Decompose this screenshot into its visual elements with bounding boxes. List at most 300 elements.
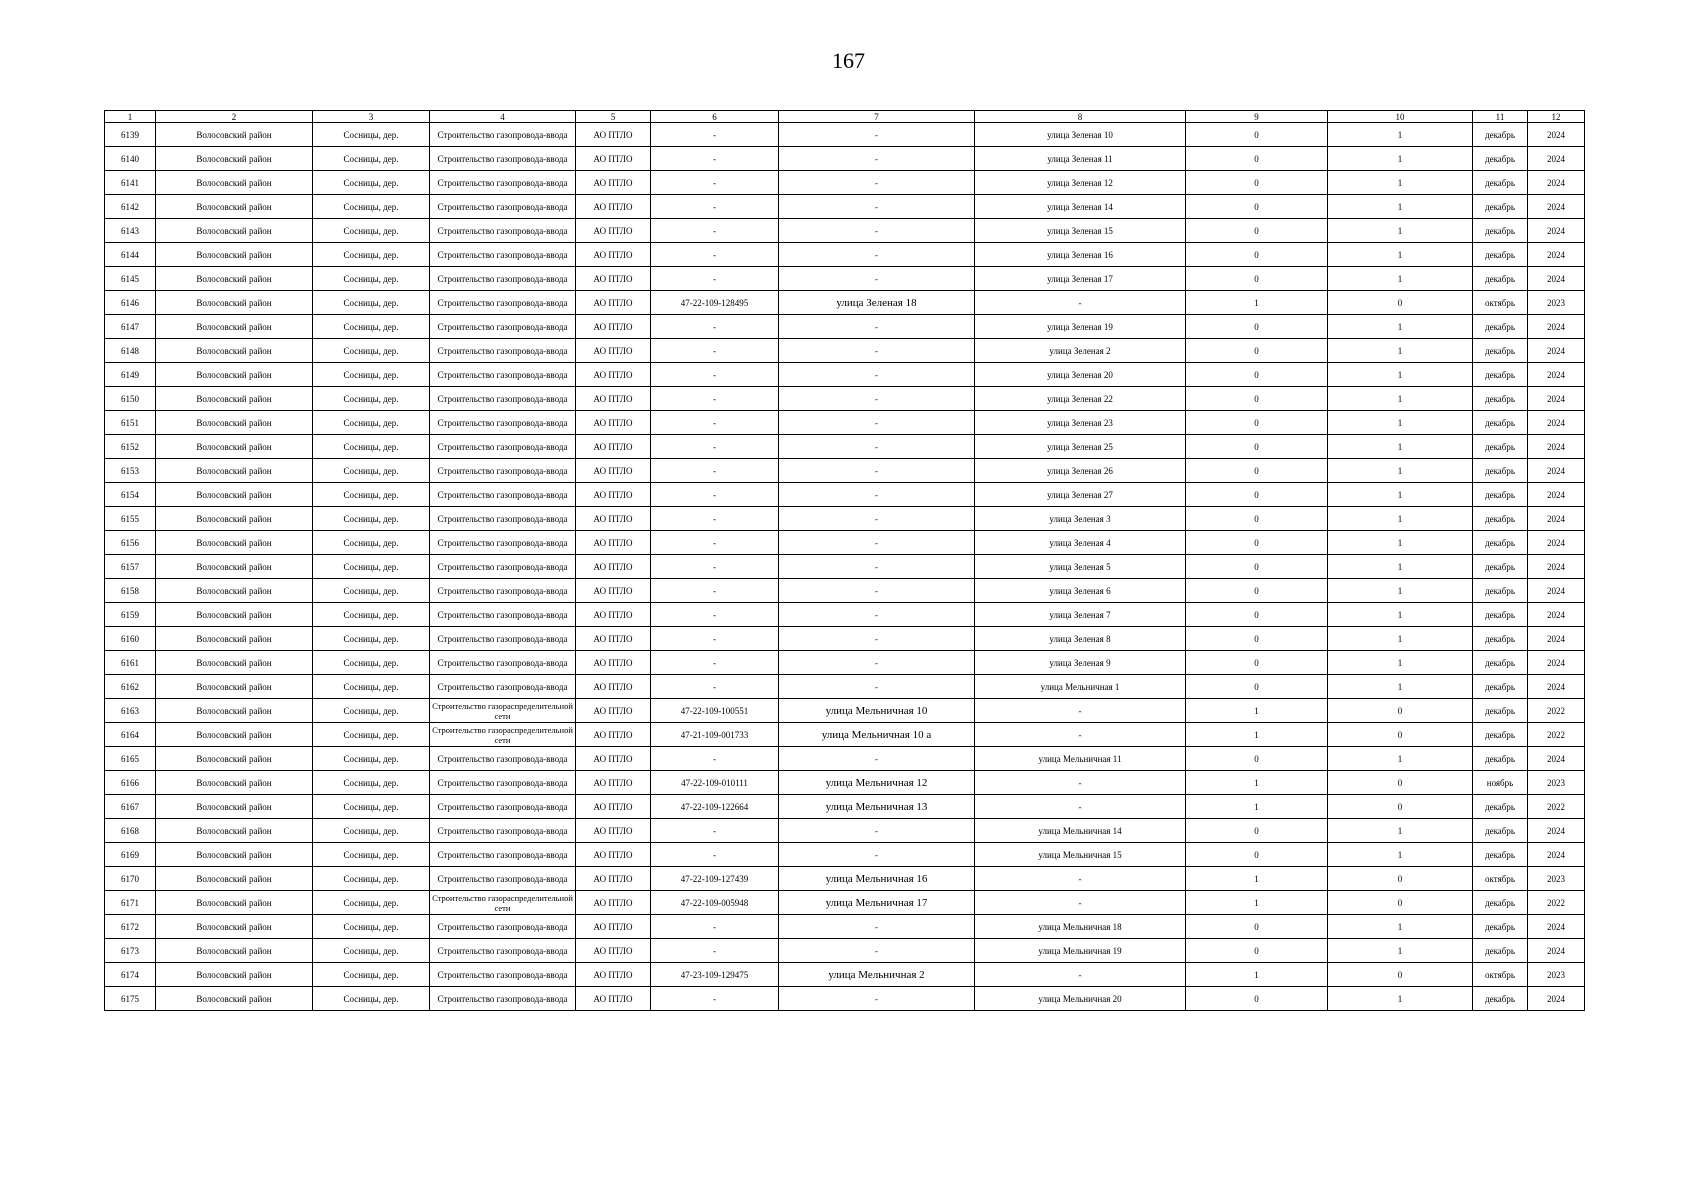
table-cell-col4: Строительство газопровода-ввода (430, 747, 576, 771)
table-cell-col12: 2024 (1528, 267, 1585, 291)
table-cell-col8: улица Зеленая 20 (975, 363, 1186, 387)
table-cell-col5: АО ПТЛО (576, 867, 651, 891)
table-header (105, 111, 1585, 123)
table-cell-col9: 0 (1186, 387, 1328, 411)
table-cell-col12: 2024 (1528, 339, 1585, 363)
table-cell-col11: октябрь (1473, 867, 1528, 891)
table-cell-col7: - (779, 603, 975, 627)
table-cell-col3: Сосницы, дер. (313, 579, 430, 603)
table-cell-col10: 1 (1328, 387, 1473, 411)
table-cell-col9: 0 (1186, 459, 1328, 483)
table-cell-col12: 2024 (1528, 915, 1585, 939)
table-cell-col7: - (779, 915, 975, 939)
table-cell-col1: 6151 (105, 411, 156, 435)
table-cell-col11: декабрь (1473, 675, 1528, 699)
column-header-7: 7 (779, 111, 975, 123)
table-cell-col12: 2023 (1528, 867, 1585, 891)
table-cell-col9: 0 (1186, 987, 1328, 1011)
table-cell-col5: АО ПТЛО (576, 315, 651, 339)
table-cell-col1: 6171 (105, 891, 156, 915)
table-cell-col8: улица Зеленая 17 (975, 267, 1186, 291)
table-cell-col5: АО ПТЛО (576, 915, 651, 939)
table-cell-col7: - (779, 987, 975, 1011)
table-cell-col2: Волосовский район (156, 843, 313, 867)
table-cell-col11: декабрь (1473, 459, 1528, 483)
table-cell-col7: - (779, 483, 975, 507)
table-cell-col5: АО ПТЛО (576, 219, 651, 243)
table-cell-col4: Строительство газопровода-ввода (430, 147, 576, 171)
table-cell-col6: - (651, 939, 779, 963)
table-cell-col11: декабрь (1473, 243, 1528, 267)
table-cell-col8: улица Зеленая 9 (975, 651, 1186, 675)
table-row (105, 699, 1585, 723)
table-cell-col9: 0 (1186, 435, 1328, 459)
table-cell-col8: улица Зеленая 8 (975, 627, 1186, 651)
table-cell-col10: 1 (1328, 195, 1473, 219)
table-cell-col8: - (975, 771, 1186, 795)
table-cell-col4: Строительство газопровода-ввода (430, 579, 576, 603)
table-cell-col12: 2024 (1528, 651, 1585, 675)
table-cell-col6: - (651, 267, 779, 291)
table-cell-col1: 6168 (105, 819, 156, 843)
table-cell-col5: АО ПТЛО (576, 531, 651, 555)
table-cell-col11: декабрь (1473, 579, 1528, 603)
table-cell-col11: декабрь (1473, 891, 1528, 915)
table-cell-col1: 6164 (105, 723, 156, 747)
table-row (105, 291, 1585, 315)
table-cell-col4: Строительство газопровода-ввода (430, 459, 576, 483)
table-cell-col6: 47-22-109-127439 (651, 867, 779, 891)
table-cell-col9: 1 (1186, 771, 1328, 795)
table-cell-col5: АО ПТЛО (576, 723, 651, 747)
table-cell-col4: Строительство газопровода-ввода (430, 963, 576, 987)
table-cell-col2: Волосовский район (156, 411, 313, 435)
table-cell-col4: Строительство газопровода-ввода (430, 675, 576, 699)
table-cell-col8: улица Мельничная 15 (975, 843, 1186, 867)
table-row (105, 315, 1585, 339)
table-cell-col7: - (779, 435, 975, 459)
table-cell-col11: декабрь (1473, 171, 1528, 195)
table-row (105, 963, 1585, 987)
table-cell-col5: АО ПТЛО (576, 291, 651, 315)
table-cell-col8: - (975, 723, 1186, 747)
column-header-2: 2 (156, 111, 313, 123)
table-cell-col10: 1 (1328, 747, 1473, 771)
table-cell-col7: улица Мельничная 10 (779, 699, 975, 723)
table-row (105, 459, 1585, 483)
table-cell-col7: улица Мельничная 17 (779, 891, 975, 915)
table-cell-col10: 1 (1328, 147, 1473, 171)
table-cell-col2: Волосовский район (156, 291, 313, 315)
table-cell-col11: декабрь (1473, 987, 1528, 1011)
table-cell-col7: - (779, 171, 975, 195)
table-cell-col9: 0 (1186, 627, 1328, 651)
table-cell-col10: 1 (1328, 483, 1473, 507)
table-row (105, 555, 1585, 579)
table-cell-col10: 1 (1328, 171, 1473, 195)
table-cell-col9: 0 (1186, 195, 1328, 219)
table-cell-col12: 2024 (1528, 219, 1585, 243)
table-cell-col4: Строительство газопровода-ввода (430, 363, 576, 387)
table-cell-col6: - (651, 507, 779, 531)
table-cell-col7: улица Мельничная 13 (779, 795, 975, 819)
table-cell-col4: Строительство газопровода-ввода (430, 507, 576, 531)
table-cell-col4: Строительство газопровода-ввода (430, 387, 576, 411)
column-header-11: 11 (1473, 111, 1528, 123)
table-cell-col6: - (651, 147, 779, 171)
table-cell-col2: Волосовский район (156, 483, 313, 507)
table-cell-col11: декабрь (1473, 387, 1528, 411)
table-row (105, 723, 1585, 747)
table-cell-col1: 6143 (105, 219, 156, 243)
table-cell-col3: Сосницы, дер. (313, 339, 430, 363)
table-cell-col5: АО ПТЛО (576, 483, 651, 507)
table-cell-col11: декабрь (1473, 819, 1528, 843)
table-cell-col3: Сосницы, дер. (313, 987, 430, 1011)
table-cell-col5: АО ПТЛО (576, 339, 651, 363)
table-cell-col12: 2024 (1528, 579, 1585, 603)
table-cell-col3: Сосницы, дер. (313, 507, 430, 531)
table-cell-col2: Волосовский район (156, 435, 313, 459)
table-cell-col12: 2024 (1528, 411, 1585, 435)
table-cell-col7: - (779, 579, 975, 603)
table-cell-col7: - (779, 315, 975, 339)
column-header-6: 6 (651, 111, 779, 123)
table-cell-col3: Сосницы, дер. (313, 651, 430, 675)
table-cell-col12: 2022 (1528, 699, 1585, 723)
table-cell-col9: 1 (1186, 723, 1328, 747)
table-cell-col12: 2024 (1528, 171, 1585, 195)
table-cell-col12: 2024 (1528, 315, 1585, 339)
table-cell-col3: Сосницы, дер. (313, 363, 430, 387)
table-cell-col1: 6173 (105, 939, 156, 963)
table-cell-col4: Строительство газопровода-ввода (430, 339, 576, 363)
table-cell-col1: 6174 (105, 963, 156, 987)
table-cell-col8: улица Зеленая 12 (975, 171, 1186, 195)
table-row (105, 435, 1585, 459)
table-cell-col1: 6148 (105, 339, 156, 363)
table-cell-col1: 6157 (105, 555, 156, 579)
table-cell-col11: октябрь (1473, 291, 1528, 315)
table-cell-col3: Сосницы, дер. (313, 963, 430, 987)
table-row (105, 867, 1585, 891)
table-cell-col12: 2024 (1528, 987, 1585, 1011)
table-cell-col6: - (651, 843, 779, 867)
table-cell-col10: 1 (1328, 555, 1473, 579)
table-cell-col2: Волосовский район (156, 939, 313, 963)
table-cell-col12: 2024 (1528, 675, 1585, 699)
table-cell-col6: - (651, 627, 779, 651)
table-cell-col1: 6150 (105, 387, 156, 411)
table-cell-col10: 1 (1328, 603, 1473, 627)
table-cell-col7: улица Мельничная 10 а (779, 723, 975, 747)
table-cell-col7: - (779, 123, 975, 147)
table-cell-col3: Сосницы, дер. (313, 627, 430, 651)
table-cell-col3: Сосницы, дер. (313, 435, 430, 459)
table-cell-col11: декабрь (1473, 843, 1528, 867)
table-cell-col11: декабрь (1473, 699, 1528, 723)
table-cell-col12: 2024 (1528, 507, 1585, 531)
table-cell-col5: АО ПТЛО (576, 435, 651, 459)
table-cell-col7: улица Мельничная 12 (779, 771, 975, 795)
table-cell-col9: 0 (1186, 915, 1328, 939)
table-cell-col2: Волосовский район (156, 675, 313, 699)
table-cell-col11: декабрь (1473, 555, 1528, 579)
table-cell-col1: 6149 (105, 363, 156, 387)
table-cell-col11: декабрь (1473, 795, 1528, 819)
table-cell-col5: АО ПТЛО (576, 171, 651, 195)
table-cell-col5: АО ПТЛО (576, 627, 651, 651)
column-header-12: 12 (1528, 111, 1585, 123)
table-cell-col1: 6155 (105, 507, 156, 531)
table-cell-col2: Волосовский район (156, 579, 313, 603)
table-cell-col10: 1 (1328, 459, 1473, 483)
table-cell-col10: 1 (1328, 939, 1473, 963)
table-cell-col7: - (779, 531, 975, 555)
table-cell-col1: 6139 (105, 123, 156, 147)
table-cell-col1: 6160 (105, 627, 156, 651)
table-cell-col2: Волосовский район (156, 243, 313, 267)
table-cell-col10: 0 (1328, 963, 1473, 987)
table-cell-col12: 2024 (1528, 627, 1585, 651)
table-row (105, 147, 1585, 171)
table-cell-col6: - (651, 123, 779, 147)
table-cell-col12: 2024 (1528, 603, 1585, 627)
table-cell-col3: Сосницы, дер. (313, 747, 430, 771)
table-cell-col3: Сосницы, дер. (313, 243, 430, 267)
table-cell-col7: - (779, 843, 975, 867)
table-cell-col10: 1 (1328, 267, 1473, 291)
table-row (105, 531, 1585, 555)
table-cell-col4: Строительство газопровода-ввода (430, 291, 576, 315)
table-cell-col2: Волосовский район (156, 915, 313, 939)
table-cell-col4: Строительство газораспределительной сети (430, 699, 576, 723)
table-cell-col3: Сосницы, дер. (313, 867, 430, 891)
table-cell-col12: 2024 (1528, 819, 1585, 843)
table-cell-col5: АО ПТЛО (576, 243, 651, 267)
column-header-10: 10 (1328, 111, 1473, 123)
table-cell-col6: - (651, 219, 779, 243)
table-cell-col12: 2024 (1528, 435, 1585, 459)
table-cell-col5: АО ПТЛО (576, 987, 651, 1011)
table-cell-col11: декабрь (1473, 123, 1528, 147)
table-cell-col6: 47-21-109-001733 (651, 723, 779, 747)
table-cell-col2: Волосовский район (156, 699, 313, 723)
table-row (105, 171, 1585, 195)
table-row (105, 243, 1585, 267)
table-cell-col10: 1 (1328, 507, 1473, 531)
table-cell-col2: Волосовский район (156, 195, 313, 219)
table-cell-col11: декабрь (1473, 483, 1528, 507)
table-cell-col9: 0 (1186, 171, 1328, 195)
table-cell-col3: Сосницы, дер. (313, 483, 430, 507)
table-cell-col10: 1 (1328, 339, 1473, 363)
table-cell-col11: декабрь (1473, 747, 1528, 771)
table-cell-col8: улица Зеленая 5 (975, 555, 1186, 579)
table-cell-col7: - (779, 147, 975, 171)
table-cell-col12: 2023 (1528, 963, 1585, 987)
table-row (105, 579, 1585, 603)
table-cell-col6: - (651, 243, 779, 267)
table-cell-col8: улица Зеленая 19 (975, 315, 1186, 339)
table-cell-col6: 47-22-109-005948 (651, 891, 779, 915)
table-cell-col5: АО ПТЛО (576, 603, 651, 627)
table-row (105, 507, 1585, 531)
table-cell-col3: Сосницы, дер. (313, 171, 430, 195)
table-cell-col10: 0 (1328, 867, 1473, 891)
table-cell-col10: 0 (1328, 891, 1473, 915)
table-cell-col1: 6152 (105, 435, 156, 459)
table-cell-col4: Строительство газопровода-ввода (430, 771, 576, 795)
table-cell-col9: 0 (1186, 531, 1328, 555)
column-header-1: 1 (105, 111, 156, 123)
table-cell-col10: 1 (1328, 651, 1473, 675)
table-cell-col2: Волосовский район (156, 171, 313, 195)
table-cell-col5: АО ПТЛО (576, 699, 651, 723)
table-cell-col11: декабрь (1473, 627, 1528, 651)
table-cell-col2: Волосовский район (156, 459, 313, 483)
table-cell-col9: 0 (1186, 555, 1328, 579)
table-cell-col4: Строительство газопровода-ввода (430, 867, 576, 891)
table-cell-col11: декабрь (1473, 723, 1528, 747)
table-row (105, 363, 1585, 387)
table-cell-col8: улица Мельничная 20 (975, 987, 1186, 1011)
table-cell-col1: 6175 (105, 987, 156, 1011)
table-cell-col11: декабрь (1473, 363, 1528, 387)
table-cell-col2: Волосовский район (156, 651, 313, 675)
table-cell-col8: улица Зеленая 6 (975, 579, 1186, 603)
table-row (105, 195, 1585, 219)
table-cell-col11: декабрь (1473, 435, 1528, 459)
table-cell-col3: Сосницы, дер. (313, 675, 430, 699)
table-cell-col3: Сосницы, дер. (313, 555, 430, 579)
table-cell-col5: АО ПТЛО (576, 195, 651, 219)
table-cell-col1: 6165 (105, 747, 156, 771)
table-cell-col3: Сосницы, дер. (313, 387, 430, 411)
table-cell-col12: 2024 (1528, 387, 1585, 411)
table-cell-col10: 1 (1328, 531, 1473, 555)
table-cell-col8: улица Зеленая 14 (975, 195, 1186, 219)
table-cell-col12: 2024 (1528, 747, 1585, 771)
table-cell-col1: 6153 (105, 459, 156, 483)
table-cell-col4: Строительство газопровода-ввода (430, 795, 576, 819)
table-cell-col6: - (651, 339, 779, 363)
table-cell-col5: АО ПТЛО (576, 747, 651, 771)
table-cell-col3: Сосницы, дер. (313, 267, 430, 291)
table-cell-col8: улица Мельничная 18 (975, 915, 1186, 939)
table-cell-col6: - (651, 315, 779, 339)
table-cell-col5: АО ПТЛО (576, 507, 651, 531)
table-cell-col2: Волосовский район (156, 219, 313, 243)
table-cell-col9: 0 (1186, 339, 1328, 363)
table-cell-col2: Волосовский район (156, 267, 313, 291)
table-row (105, 339, 1585, 363)
table-cell-col10: 1 (1328, 843, 1473, 867)
table-cell-col6: 47-22-109-122664 (651, 795, 779, 819)
table-cell-col11: октябрь (1473, 963, 1528, 987)
table-cell-col3: Сосницы, дер. (313, 531, 430, 555)
table-cell-col5: АО ПТЛО (576, 795, 651, 819)
table-cell-col3: Сосницы, дер. (313, 699, 430, 723)
table-cell-col6: - (651, 675, 779, 699)
table-cell-col1: 6172 (105, 915, 156, 939)
table-cell-col9: 0 (1186, 819, 1328, 843)
table-cell-col6: - (651, 819, 779, 843)
table-cell-col6: 47-23-109-129475 (651, 963, 779, 987)
table-cell-col2: Волосовский район (156, 747, 313, 771)
table-cell-col9: 0 (1186, 147, 1328, 171)
table-cell-col7: - (779, 555, 975, 579)
table-cell-col8: - (975, 291, 1186, 315)
table-cell-col1: 6166 (105, 771, 156, 795)
table-cell-col12: 2022 (1528, 891, 1585, 915)
table-cell-col8: улица Зеленая 2 (975, 339, 1186, 363)
table-cell-col7: улица Зеленая 18 (779, 291, 975, 315)
column-header-5: 5 (576, 111, 651, 123)
table-cell-col9: 0 (1186, 219, 1328, 243)
page-number: 167 (832, 48, 865, 73)
column-header-9: 9 (1186, 111, 1328, 123)
table-cell-col8: - (975, 963, 1186, 987)
table-cell-col7: - (779, 819, 975, 843)
table-cell-col2: Волосовский район (156, 315, 313, 339)
table-cell-col4: Строительство газопровода-ввода (430, 603, 576, 627)
table-cell-col3: Сосницы, дер. (313, 795, 430, 819)
header-row (105, 111, 1585, 123)
table-cell-col2: Волосовский район (156, 963, 313, 987)
table-cell-col1: 6170 (105, 867, 156, 891)
table-cell-col11: декабрь (1473, 651, 1528, 675)
table-cell-col2: Волосовский район (156, 147, 313, 171)
table-cell-col10: 1 (1328, 819, 1473, 843)
table-cell-col3: Сосницы, дер. (313, 195, 430, 219)
table-cell-col6: - (651, 387, 779, 411)
table-cell-col11: декабрь (1473, 507, 1528, 531)
table-cell-col4: Строительство газопровода-ввода (430, 843, 576, 867)
table-cell-col11: декабрь (1473, 267, 1528, 291)
table-cell-col12: 2023 (1528, 291, 1585, 315)
table-cell-col9: 1 (1186, 963, 1328, 987)
table-cell-col2: Волосовский район (156, 603, 313, 627)
table-cell-col9: 0 (1186, 603, 1328, 627)
table-cell-col4: Строительство газопровода-ввода (430, 915, 576, 939)
table-cell-col10: 1 (1328, 243, 1473, 267)
table-cell-col12: 2024 (1528, 531, 1585, 555)
table-row (105, 747, 1585, 771)
table-cell-col9: 0 (1186, 651, 1328, 675)
table-row (105, 627, 1585, 651)
table-cell-col4: Строительство газопровода-ввода (430, 435, 576, 459)
table-cell-col10: 1 (1328, 627, 1473, 651)
table-cell-col12: 2024 (1528, 483, 1585, 507)
table-cell-col2: Волосовский район (156, 387, 313, 411)
table-cell-col11: декабрь (1473, 219, 1528, 243)
table-cell-col9: 1 (1186, 867, 1328, 891)
table-cell-col12: 2022 (1528, 723, 1585, 747)
table-cell-col1: 6146 (105, 291, 156, 315)
table-cell-col8: улица Мельничная 14 (975, 819, 1186, 843)
table-cell-col3: Сосницы, дер. (313, 771, 430, 795)
table-cell-col1: 6169 (105, 843, 156, 867)
table-row (105, 843, 1585, 867)
table-cell-col10: 1 (1328, 219, 1473, 243)
table-cell-col7: улица Мельничная 16 (779, 867, 975, 891)
table-cell-col4: Строительство газопровода-ввода (430, 531, 576, 555)
table-cell-col1: 6154 (105, 483, 156, 507)
table-cell-col1: 6162 (105, 675, 156, 699)
table-cell-col7: - (779, 267, 975, 291)
table-cell-col7: - (779, 195, 975, 219)
